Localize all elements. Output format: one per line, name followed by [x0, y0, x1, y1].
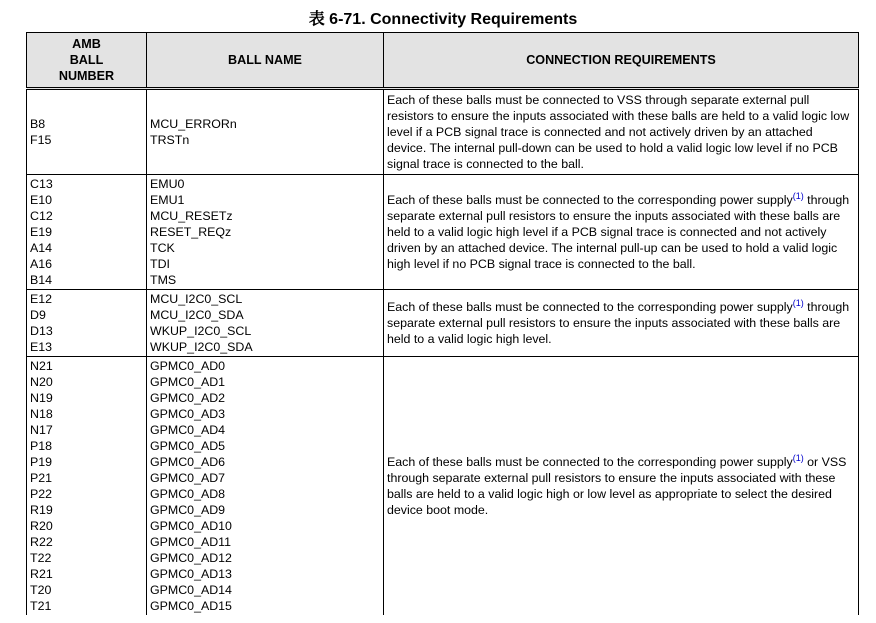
ball-number: N21	[30, 359, 53, 373]
table-row	[27, 89, 859, 175]
ball-number: N20	[30, 375, 53, 389]
ball-number: R20	[30, 519, 53, 533]
connection-requirement-text: Each of these balls must be connected to the corresponding power supply	[387, 300, 793, 314]
ball-name: GPMC0_AD8	[150, 487, 226, 501]
ball-number: B14	[30, 273, 53, 287]
ball-name: WKUP_I2C0_SDA	[150, 340, 253, 354]
ball-name: GPMC0_AD14	[150, 583, 232, 597]
connection-requirement-text-rest: through separate external pull resistors to ensure the inputs associated with these balls are held to a valid logic high level if a PCB signal trace is connected and not actively driven by an attached device. The internal pull-up can be used to hold a valid logic high level if no PCB signal trace is connected to the ball.	[387, 193, 850, 271]
ball-number-cell	[27, 89, 147, 175]
header-connection-requirements: CONNECTION REQUIREMENTS	[384, 33, 859, 89]
connectivity-requirements-table	[26, 32, 859, 615]
ball-name: EMU1	[150, 193, 185, 207]
ball-name: GPMC0_AD11	[150, 535, 232, 549]
table-row	[27, 290, 859, 357]
ball-name: GPMC0_AD13	[150, 567, 232, 581]
ball-number: P19	[30, 455, 53, 469]
ball-number: D9	[30, 308, 46, 322]
ball-number: E10	[30, 193, 53, 207]
ball-name: RESET_REQz	[150, 225, 232, 239]
ball-name: GPMC0_AD6	[150, 455, 226, 469]
ball-name: GPMC0_AD3	[150, 407, 226, 421]
connection-requirement-cell	[384, 175, 859, 290]
ball-number-cell	[27, 357, 147, 616]
ball-name: MCU_RESETz	[150, 209, 233, 223]
ball-number-cell	[27, 290, 147, 357]
ball-name: GPMC0_AD7	[150, 471, 226, 485]
table-title: 表 6-71. Connectivity Requirements	[308, 11, 578, 28]
ball-number: F15	[30, 133, 52, 147]
ball-number: A16	[30, 257, 53, 271]
ball-number: T22	[30, 551, 52, 565]
ball-name: GPMC0_AD2	[150, 391, 226, 405]
connection-requirement-text-rest: or VSS through separate external pull resistors to ensure the inputs associated with these balls are held to a valid logic high or low level as appropriate to select the desired device boot mode.	[387, 455, 847, 517]
ball-number: T21	[30, 599, 52, 613]
ball-name: MCU_I2C0_SDA	[150, 308, 244, 322]
connection-requirement-text: Each of these balls must be connected to the corresponding power supply	[387, 193, 793, 207]
ball-name: GPMC0_AD10	[150, 519, 232, 533]
ball-name: TMS	[150, 273, 177, 287]
ball-name-cell	[147, 357, 384, 616]
ball-name: GPMC0_AD15	[150, 599, 232, 613]
ball-number: E19	[30, 225, 53, 239]
ball-number: C12	[30, 209, 53, 223]
connection-requirement-text: Each of these balls must be connected to VSS through separate external pull resistors to ensure the inputs associated with these balls are held to a valid logic low level if a PCB signal trace is connected and not actively driven by an attached device. The internal pull-down can be used to hold a valid logic low level if no PCB signal trace is connected to the ball.	[387, 93, 850, 171]
header-ball-number-line: BALL	[69, 53, 104, 67]
ball-name: EMU0	[150, 177, 185, 191]
ball-name-cell	[147, 175, 384, 290]
footnote-ref[interactable]: (1)	[792, 297, 804, 308]
ball-name-cell	[147, 290, 384, 357]
ball-number: P21	[30, 471, 53, 485]
ball-number: R22	[30, 535, 53, 549]
ball-name: MCU_I2C0_SCL	[150, 292, 243, 306]
ball-number: N17	[30, 423, 53, 437]
ball-number: N19	[30, 391, 53, 405]
ball-name: TRSTn	[150, 133, 190, 147]
ball-name: GPMC0_AD0	[150, 359, 226, 373]
ball-number: D13	[30, 324, 53, 338]
footnote-ref[interactable]: (1)	[792, 452, 804, 463]
ball-name: TDI	[150, 257, 170, 271]
table-row	[27, 175, 859, 290]
footnote-ref[interactable]: (1)	[792, 190, 804, 201]
connection-requirement-text-rest: through separate external pull resistors to ensure the inputs associated with these balls are held to a valid logic high level.	[387, 300, 850, 346]
table-row	[27, 357, 859, 616]
ball-name: GPMC0_AD1	[150, 375, 226, 389]
ball-number: E12	[30, 292, 53, 306]
ball-name-cell	[147, 89, 384, 175]
header-ball-name: BALL NAME	[147, 33, 384, 89]
ball-name: GPMC0_AD12	[150, 551, 232, 565]
connection-requirement-cell	[384, 89, 859, 175]
ball-name: GPMC0_AD4	[150, 423, 226, 437]
ball-name: TCK	[150, 241, 175, 255]
ball-number: E13	[30, 340, 53, 354]
ball-number: T20	[30, 583, 52, 597]
ball-number: P18	[30, 439, 53, 453]
ball-number: R19	[30, 503, 53, 517]
ball-number: P22	[30, 487, 53, 501]
ball-number: C13	[30, 177, 53, 191]
ball-number: B8	[30, 117, 46, 131]
header-ball-number-line: NUMBER	[58, 69, 115, 83]
ball-name: WKUP_I2C0_SCL	[150, 324, 252, 338]
ball-name: GPMC0_AD9	[150, 503, 226, 517]
ball-number: N18	[30, 407, 53, 421]
header-ball-number-line: AMB	[72, 37, 101, 51]
connection-requirement-cell	[384, 290, 859, 357]
connection-requirement-cell	[384, 357, 859, 616]
ball-number: R21	[30, 567, 53, 581]
ball-name: GPMC0_AD5	[150, 439, 226, 453]
ball-name: MCU_ERRORn	[150, 117, 237, 131]
ball-number-cell	[27, 175, 147, 290]
ball-number: A14	[30, 241, 53, 255]
header-row	[27, 33, 859, 89]
connection-requirement-text: Each of these balls must be connected to the corresponding power supply	[387, 455, 793, 469]
header-ball-number	[27, 33, 147, 89]
